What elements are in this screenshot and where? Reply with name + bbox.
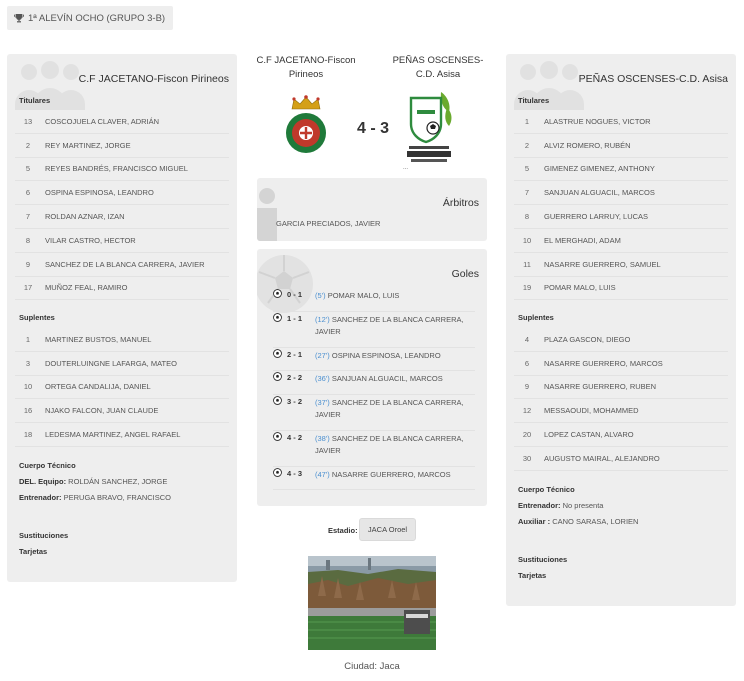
home-staff-role: DEL. Equipo: (19, 477, 67, 486)
player-number: 20 (522, 430, 532, 440)
player-number: 10 (522, 235, 532, 245)
home-title-line: C.F JACETANO-Fiscon (256, 55, 356, 66)
player-name[interactable]: SANCHEZ DE LA BLANCA CARRERA, JAVIER (45, 259, 205, 269)
player-number: 5 (25, 164, 31, 174)
goal-scorer[interactable]: SANCHEZ DE LA BLANCA CARRERA, JAVIER (315, 433, 464, 455)
home-staff-name: ROLDÁN SANCHEZ, JORGE (68, 477, 168, 486)
home-title[interactable] (252, 54, 360, 82)
football-icon (273, 468, 282, 477)
goal-row (273, 467, 475, 491)
player-name[interactable]: MARTINEZ BUSTOS, MANUEL (45, 334, 152, 344)
player-name[interactable]: LOPEZ CASTAN, ALVARO (544, 430, 634, 440)
home-title-line: Pirineos (288, 69, 324, 80)
competition-title: 1ª ALEVÍN OCHO (GRUPO 3-B) (28, 12, 166, 24)
home-team-panel (7, 54, 237, 582)
away-starters-list (514, 110, 728, 300)
player-number: 6 (524, 358, 530, 368)
goal-row (273, 348, 475, 372)
player-name[interactable]: NJAKO FALCON, JUAN CLAUDE (45, 406, 159, 416)
player-number: 1 (25, 334, 31, 344)
away-staff-row (518, 501, 603, 510)
away-team-panel (506, 54, 736, 606)
home-staff-role: Entrenador: (19, 493, 62, 502)
player-name[interactable]: SANJUAN ALGUACIL, MARCOS (544, 188, 655, 198)
home-starters-list (15, 110, 229, 300)
referee-name: GARCIA PRECIADOS, JAVIER (276, 219, 381, 228)
away-title-line: C.D. Asisa (415, 69, 461, 80)
goal-score: 4 - 2 (287, 432, 303, 442)
stadium-label: Estadio: (328, 526, 358, 535)
player-number: 19 (522, 283, 532, 293)
player-name[interactable]: ROLDAN AZNAR, IZAN (45, 212, 125, 222)
player-name[interactable]: COSCOJUELA CLAVER, ADRIÁN (45, 116, 160, 126)
city-name: Jaca (379, 661, 400, 672)
goal-minute: (12') (315, 314, 330, 324)
goal-scorer[interactable]: POMAR MALO, LUIS (327, 291, 400, 300)
goal-scorer[interactable]: NASARRE GUERRERO, MARCOS (331, 469, 451, 479)
away-starter-player-row[interactable] (514, 181, 728, 205)
home-starter-player-row[interactable] (15, 277, 229, 301)
away-staff-name: CANO SARASA, LORIEN (552, 517, 639, 526)
home-starter-player-row[interactable] (15, 205, 229, 229)
goal-minute: (36') (315, 374, 330, 383)
football-icon (273, 396, 282, 405)
goal-scorer[interactable]: SANCHEZ DE LA BLANCA CARRERA, JAVIER (315, 314, 464, 336)
away-starters-heading: Titulares (518, 96, 550, 105)
player-number: 13 (23, 116, 33, 126)
home-cards-heading: Tarjetas (19, 547, 48, 556)
goal-score: 1 - 1 (287, 313, 303, 323)
goal-minute: (37') (315, 397, 330, 407)
away-staff-row (518, 517, 638, 526)
away-starter-player-row[interactable] (514, 110, 728, 134)
away-staff-name: No presenta (562, 501, 604, 510)
player-name[interactable]: POMAR MALO, LUIS (544, 283, 616, 293)
referee-person-icon (257, 186, 285, 241)
away-sub-player-row[interactable] (514, 447, 728, 471)
away-team-name: PEÑAS OSCENSES-C.D. Asisa (578, 73, 728, 85)
competition-badge (7, 6, 173, 30)
goal-score: 2 - 1 (287, 349, 303, 359)
goal-row (273, 312, 475, 348)
football-icon (273, 289, 282, 298)
goal-minute: (27') (315, 350, 330, 360)
goal-row (273, 431, 475, 467)
goal-score: 0 - 1 (287, 290, 303, 299)
home-starter-player-row[interactable] (15, 110, 229, 134)
player-number: 30 (522, 453, 532, 463)
goal-description (315, 373, 475, 385)
goal-score: 3 - 2 (287, 396, 303, 406)
away-starter-player-row[interactable] (514, 205, 728, 229)
home-sub-player-row[interactable] (15, 328, 229, 352)
goal-description (315, 433, 475, 457)
goal-description (315, 290, 475, 302)
away-sub-player-row[interactable] (514, 399, 728, 423)
player-name[interactable]: PLAZA GASCON, DIEGO (544, 334, 631, 344)
home-starter-player-row[interactable] (15, 229, 229, 253)
city-label-text: Ciudad: (344, 661, 378, 672)
match-score: 4 - 3 (356, 120, 389, 137)
home-starter-player-row[interactable] (15, 134, 229, 158)
away-starter-player-row[interactable] (514, 277, 728, 301)
player-name[interactable]: REY MARTINEZ, JORGE (45, 140, 131, 150)
goal-minute: (47') (315, 469, 330, 479)
player-name[interactable]: NASARRE GUERRERO, RUBEN (544, 382, 657, 392)
city-label (308, 661, 436, 672)
player-number: 7 (524, 188, 530, 198)
player-name[interactable]: REYES BANDRÉS, FRANCISCO MIGUEL (45, 164, 188, 174)
player-number: 4 (524, 334, 530, 344)
goal-description (315, 350, 475, 362)
player-number: 18 (23, 430, 33, 440)
away-staff-role: Auxiliar : (518, 517, 551, 526)
trophy-icon (14, 13, 24, 23)
home-staff-heading: Cuerpo Técnico (19, 461, 76, 470)
player-name[interactable]: ALVIZ ROMERO, RUBÉN (544, 140, 631, 150)
home-sub-player-row[interactable] (15, 399, 229, 423)
goal-description (315, 397, 475, 421)
home-substitutions-heading: Sustituciones (19, 531, 69, 540)
home-starter-player-row[interactable] (15, 181, 229, 205)
player-number: 12 (522, 406, 532, 416)
player-name[interactable]: GIMENEZ GIMENEZ, ANTHONY (544, 164, 655, 174)
goal-score: 4 - 3 (287, 468, 303, 478)
player-number: 10 (23, 382, 33, 392)
player-name[interactable]: DOUTERLUINGNE LAFARGA, MATEO (45, 358, 177, 368)
home-sub-player-row[interactable] (15, 352, 229, 376)
home-subs-list (15, 328, 229, 447)
player-name[interactable]: MUÑOZ FEAL, RAMIRO (45, 283, 128, 293)
goal-row (273, 288, 475, 312)
player-number: 8 (25, 235, 31, 245)
player-name[interactable]: MESSAOUDI, MOHAMMED (544, 406, 639, 416)
goal-scorer[interactable]: SANCHEZ DE LA BLANCA CARRERA, JAVIER (315, 397, 464, 419)
player-name[interactable]: ORTEGA CANDALIJA, DANIEL (45, 382, 151, 392)
player-number: 16 (23, 406, 33, 416)
player-name[interactable]: GUERRERO LARRUY, LUCAS (544, 212, 649, 222)
player-number: 17 (23, 283, 33, 293)
player-name[interactable]: EL MERGHADI, ADAM (544, 235, 621, 245)
player-name[interactable]: NASARRE GUERRERO, MARCOS (544, 358, 663, 368)
away-sub-player-row[interactable] (514, 376, 728, 400)
goal-scorer[interactable]: OSPINA ESPINOSA, LEANDRO (331, 350, 441, 360)
player-number: 11 (523, 259, 531, 269)
goal-description (315, 469, 475, 481)
player-name[interactable]: ALASTRUE NOGUES, VICTOR (544, 116, 651, 126)
away-title[interactable] (386, 54, 490, 82)
player-number: 3 (25, 358, 31, 368)
player-number: 9 (25, 259, 31, 269)
away-starter-player-row[interactable] (514, 134, 728, 158)
away-subs-heading: Suplentes (518, 313, 554, 322)
away-sub-player-row[interactable] (514, 423, 728, 447)
goals-title: Goles (451, 268, 479, 280)
home-sub-player-row[interactable] (15, 423, 229, 447)
football-icon (273, 313, 282, 322)
goals-list (273, 288, 475, 490)
away-title-line: PEÑAS OSCENSES- (392, 55, 484, 66)
away-staff-role: Entrenador: (518, 501, 561, 510)
away-cards-heading: Tarjetas (518, 571, 547, 580)
football-icon (273, 372, 282, 381)
away-sub-player-row[interactable] (514, 328, 728, 352)
goal-minute: (5') (315, 291, 326, 300)
home-starter-player-row[interactable] (15, 253, 229, 277)
player-number: 2 (25, 140, 31, 150)
home-staff-row (19, 477, 167, 486)
goal-row (273, 395, 475, 431)
player-number: 1 (524, 116, 530, 126)
football-icon (273, 349, 282, 358)
goals-panel (257, 249, 487, 506)
goal-row (273, 371, 475, 395)
player-name[interactable]: NASARRE GUERRERO, SAMUEL (544, 259, 661, 269)
away-subs-list (514, 328, 728, 471)
player-number: 5 (524, 164, 530, 174)
goal-description (315, 314, 475, 338)
player-number: 8 (524, 212, 530, 222)
away-crest-caption: ... (403, 165, 409, 171)
home-sub-player-row[interactable] (15, 376, 229, 400)
home-subs-heading: Suplentes (19, 313, 55, 322)
player-number: 6 (25, 188, 31, 198)
player-name[interactable]: VILAR CASTRO, HECTOR (45, 235, 136, 245)
home-staff-name: PERUGA BRAVO, FRANCISCO (63, 493, 171, 502)
player-name[interactable]: OSPINA ESPINOSA, LEANDRO (45, 188, 154, 198)
stadium-photo[interactable] (308, 556, 436, 650)
away-starter-player-row[interactable] (514, 253, 728, 277)
goal-scorer[interactable]: SANJUAN ALGUACIL, MARCOS (331, 374, 443, 383)
away-substitutions-heading: Sustituciones (518, 555, 568, 564)
player-name[interactable]: LEDESMA MARTINEZ, ANGEL RAFAEL (45, 430, 181, 440)
football-icon (273, 432, 282, 441)
home-starter-player-row[interactable] (15, 158, 229, 182)
home-crest-icon[interactable] (284, 95, 328, 159)
player-name[interactable]: AUGUSTO MAIRAL, ALEJANDRO (544, 453, 660, 463)
away-crest-icon[interactable] (403, 88, 455, 164)
away-starter-player-row[interactable] (514, 158, 728, 182)
player-number: 7 (25, 212, 31, 222)
goal-score: 2 - 2 (287, 373, 303, 382)
away-starter-player-row[interactable] (514, 229, 728, 253)
goal-minute: (38') (315, 433, 330, 443)
home-starters-heading: Titulares (19, 96, 51, 105)
referees-title: Árbitros (442, 197, 479, 209)
away-staff-heading: Cuerpo Técnico (518, 485, 575, 494)
home-team-name: C.F JACETANO-Fiscon Pirineos (78, 73, 229, 85)
home-staff-row (19, 493, 171, 502)
referees-panel (257, 178, 487, 241)
away-sub-player-row[interactable] (514, 352, 728, 376)
stadium-button[interactable]: JACA Oroel (359, 518, 416, 541)
player-number: 2 (524, 140, 530, 150)
player-number: 9 (524, 382, 530, 392)
